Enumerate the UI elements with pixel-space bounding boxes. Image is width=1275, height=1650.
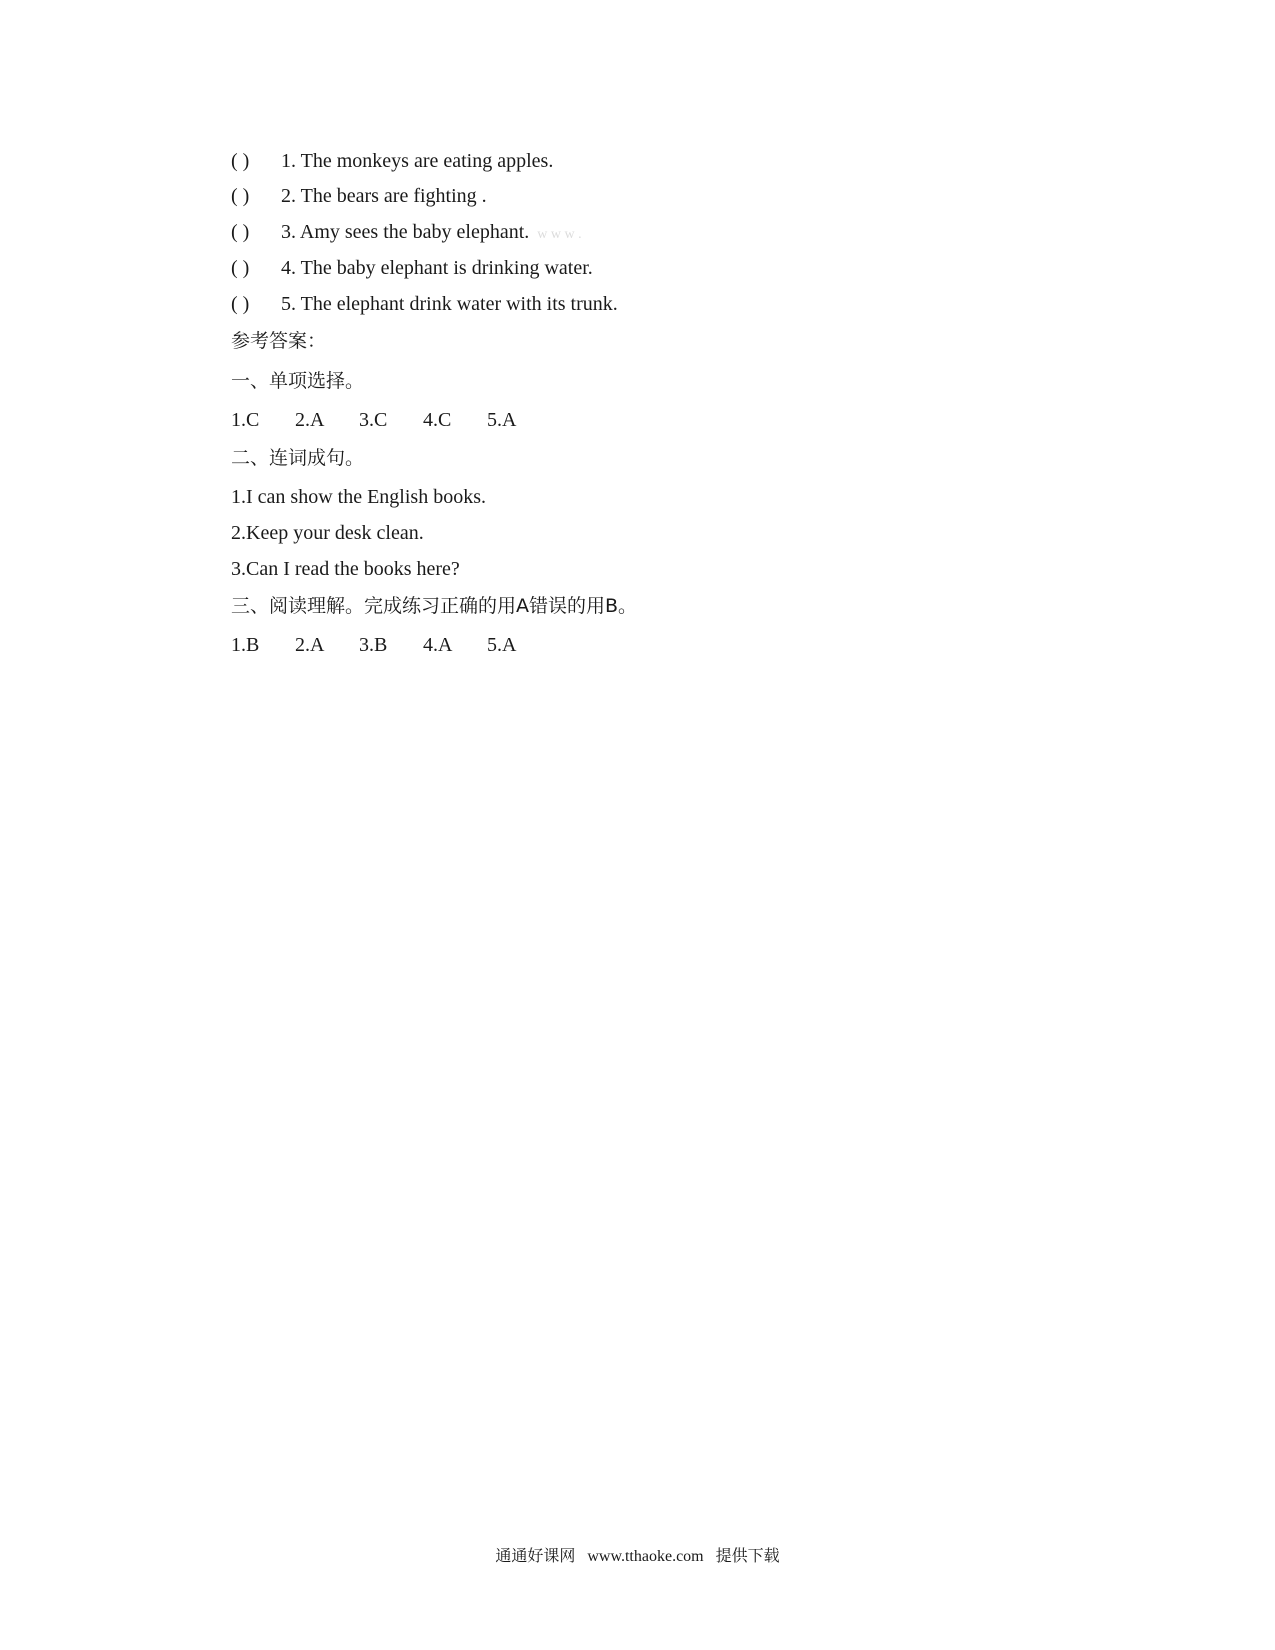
answer-blank: ( ) [231,221,250,243]
sentence-answer: 3.Can I read the books here? [231,558,460,580]
answer-item: 4.A [423,634,453,656]
reading-item [231,148,553,174]
answer-item: 3.C [359,409,388,431]
section-heading: 一、单项选择。 [231,370,365,392]
statement-text: 4. The baby elephant is drinking water. [281,257,593,279]
answer-blank: ( ) [231,150,250,172]
footer-suffix: 提供下载 [715,1546,780,1565]
answer-row [231,632,551,658]
answer-item: 5.A [487,634,517,656]
answer-item: 2.A [295,409,325,431]
footer-site-name: 通通好课网 [495,1546,576,1565]
statement-text: 2. The bears are fighting . [281,185,487,207]
faint-watermark: w w w . [537,227,582,242]
statement-text: 5. The elephant drink water with its trunk. [281,293,618,315]
statement-text: 1. The monkeys are eating apples. [281,150,554,172]
reading-item [231,255,593,281]
reading-item [231,291,618,317]
answer-item: 1.C [231,409,260,431]
answer-item: 3.B [359,634,388,656]
answer-item: 2.A [295,634,325,656]
statement-text: 3. Amy sees the baby elephant. [281,221,530,243]
page-footer [0,1543,1275,1566]
answer-item: 4.C [423,409,452,431]
answer-blank: ( ) [231,257,250,279]
section-heading: 三、阅读理解。完成练习正确的用A错误的用B。 [231,595,638,617]
reading-item [231,183,487,209]
section-heading: 二、连词成句。 [231,447,365,469]
footer-url: www.tthaoke.com [587,1548,704,1565]
answer-blank: ( ) [231,185,250,207]
answer-key-title: 参考答案： [231,330,327,352]
sentence-answer: 2.Keep your desk clean. [231,522,424,544]
answer-blank: ( ) [231,293,250,315]
sentence-answer: 1.I can show the English books. [231,486,486,508]
reading-item [231,219,582,248]
answer-item: 1.B [231,634,260,656]
answer-item: 5.A [487,409,517,431]
answer-row [231,407,551,433]
